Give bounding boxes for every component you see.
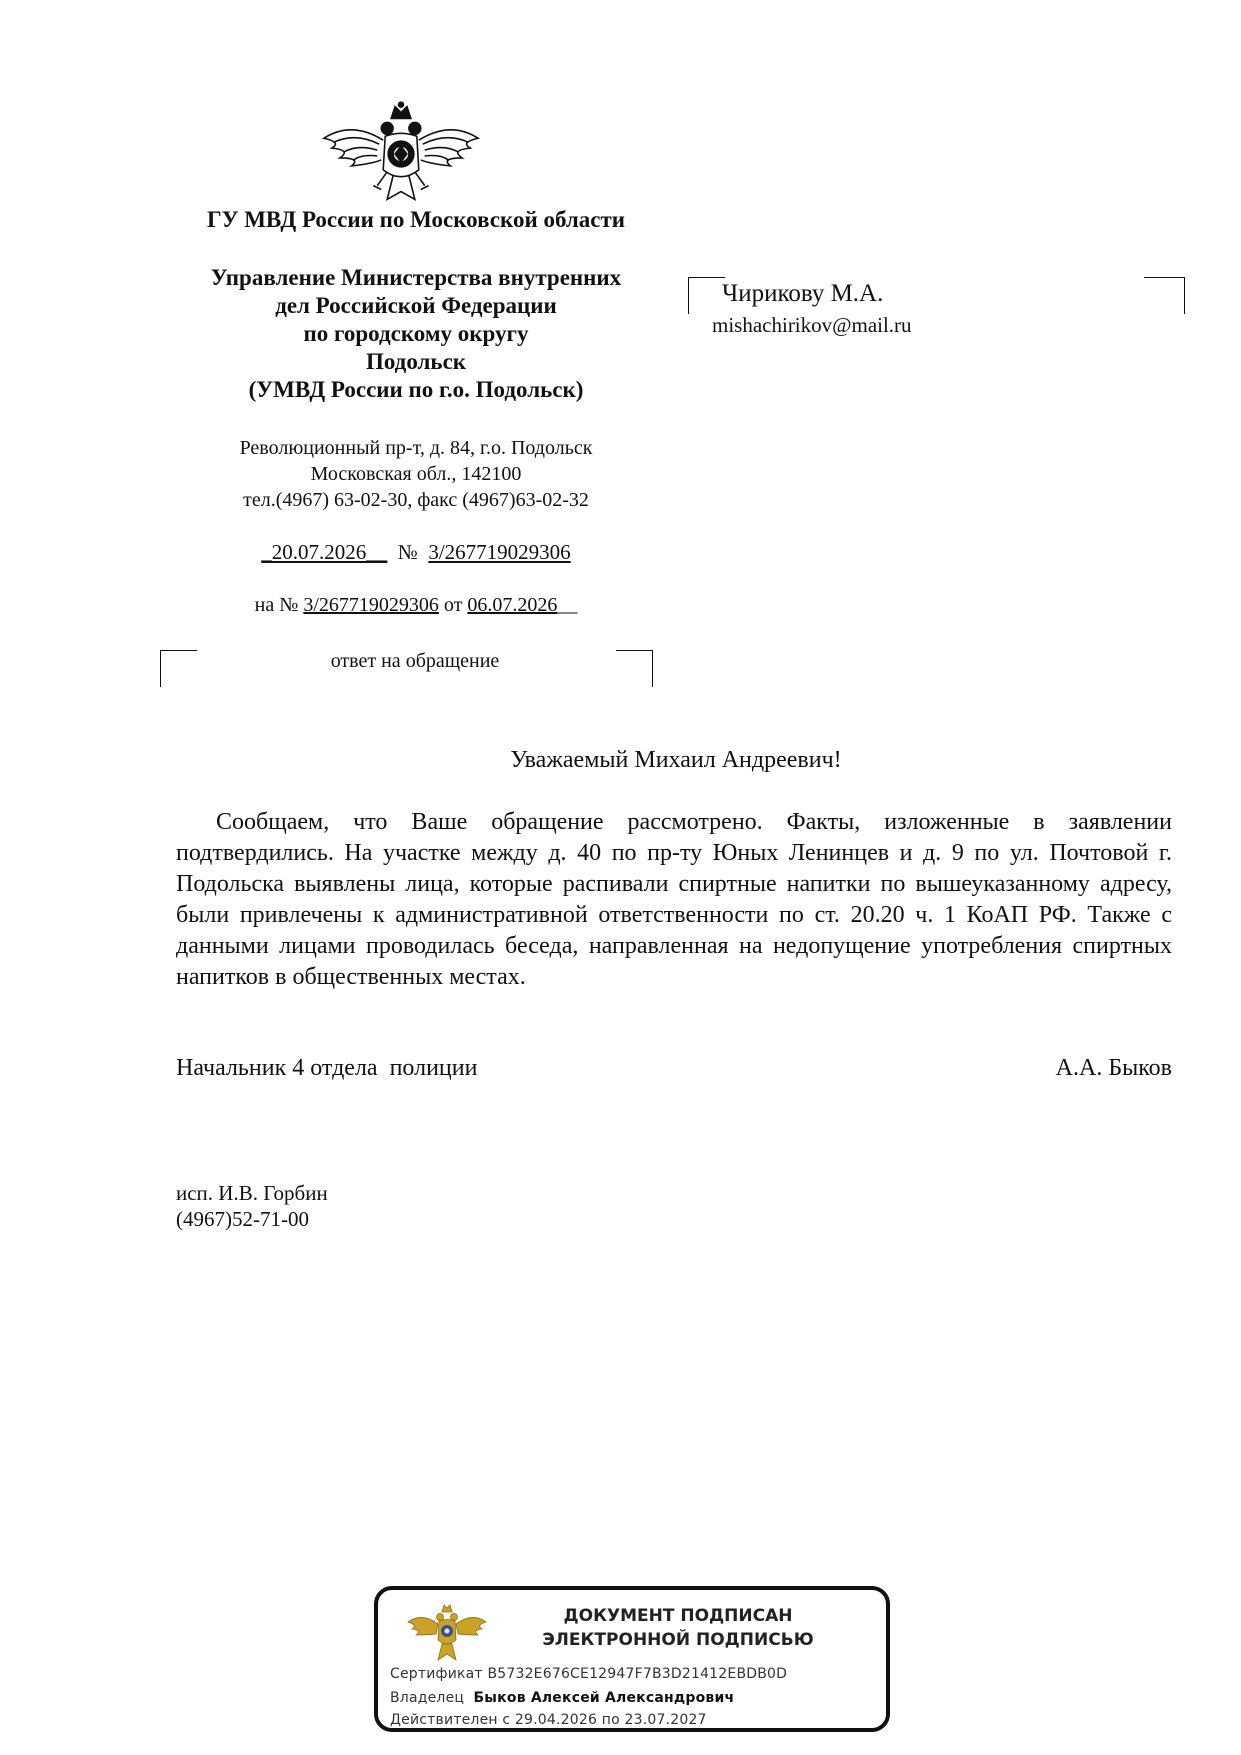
stamp-validity: Действителен с 29.04.2026 по 23.07.2027 <box>390 1712 707 1728</box>
org-main-line: Подольск <box>365 349 467 374</box>
executor-name: исп. И.В. Горбин <box>176 1181 328 1205</box>
stamp-title-line: ДОКУМЕНТ ПОДПИСАН <box>563 1606 793 1626</box>
registration-date: _20.07.2026__ <box>261 540 388 564</box>
reference-suffix: __ <box>557 594 578 616</box>
subject-line: ответ на обращение <box>330 650 500 672</box>
org-main-line: дел Российской Федерации <box>275 293 557 318</box>
signatory-title: Начальник 4 отдела полиции <box>176 1055 478 1081</box>
stamp-title <box>488 1604 868 1652</box>
stamp-cert-value: B5732E676CE12947F7B3D21412EBDB0D <box>487 1666 788 1682</box>
signatory-name: А.А. Быков <box>1055 1055 1172 1081</box>
reference-number: 3/267719029306 <box>303 594 439 616</box>
executor-phone: (4967)52-71-00 <box>176 1207 309 1231</box>
recipient-bracket-left <box>688 277 725 314</box>
recipient-email: mishachirikov@mail.ru <box>712 313 912 337</box>
address-line: тел.(4967) 63-02-30, факс (4967)63-02-32 <box>243 489 589 511</box>
registration-number: 3/267719029306 <box>428 540 571 564</box>
digital-signature-stamp <box>374 1586 890 1732</box>
stamp-certificate <box>390 1666 787 1682</box>
number-sign: № <box>397 540 418 564</box>
eagle-emblem-icon <box>322 100 480 212</box>
stamp-cert-label: Сертификат <box>390 1666 483 1682</box>
recipient-name: Чирикову М.А. <box>722 280 884 307</box>
address-line: Революционный пр-т, д. 84, г.о. Подольск <box>239 437 593 459</box>
address-line: Московская обл., 142100 <box>310 463 522 485</box>
org-main-line: Управление Министерства внутренних <box>210 265 622 290</box>
stamp-owner-value: Быков Алексей Александрович <box>473 1690 735 1706</box>
org-main-line: (УМВД России по г.о. Подольск) <box>248 377 584 402</box>
salutation: Уважаемый Михаил Андреевич! <box>510 747 842 773</box>
org-main-line: по городскому округу <box>303 321 529 346</box>
stamp-owner <box>390 1690 734 1706</box>
org-top-title: ГУ МВД России по Московской области <box>206 207 626 232</box>
reference-from: от <box>443 594 463 616</box>
stamp-title-line: ЭЛЕКТРОННОЙ ПОДПИСЬЮ <box>542 1630 814 1650</box>
recipient-bracket-right <box>1144 277 1185 314</box>
stamp-owner-label: Владелец <box>390 1690 465 1706</box>
org-address <box>146 435 686 513</box>
reference-prefix: на № <box>254 594 299 616</box>
letter-body: Сообщаем, что Ваше обращение рассмотрено. Факты, изложенные в заявлении подтвердились. На участке между д. 40 по пр-ту Юных Ленинцев и д. 9 по ул. Почтовой г. Подольска выявлены лица, которые распивали спиртные напитки по вышеуказанному адресу, были привлечены к административной ответственности по ст. 20.20 ч. 1 КоАП РФ. Также с данными лицами проводилась беседа, направленная на недопущение употребления спиртных напитков в общественных местах. <box>176 809 1172 990</box>
executor-info <box>176 1180 328 1232</box>
registration-line <box>146 540 686 565</box>
gold-eagle-emblem-icon <box>406 1602 488 1666</box>
org-main-title <box>146 264 686 404</box>
reference-line <box>146 594 686 617</box>
reference-date: 06.07.2026 <box>467 594 558 616</box>
